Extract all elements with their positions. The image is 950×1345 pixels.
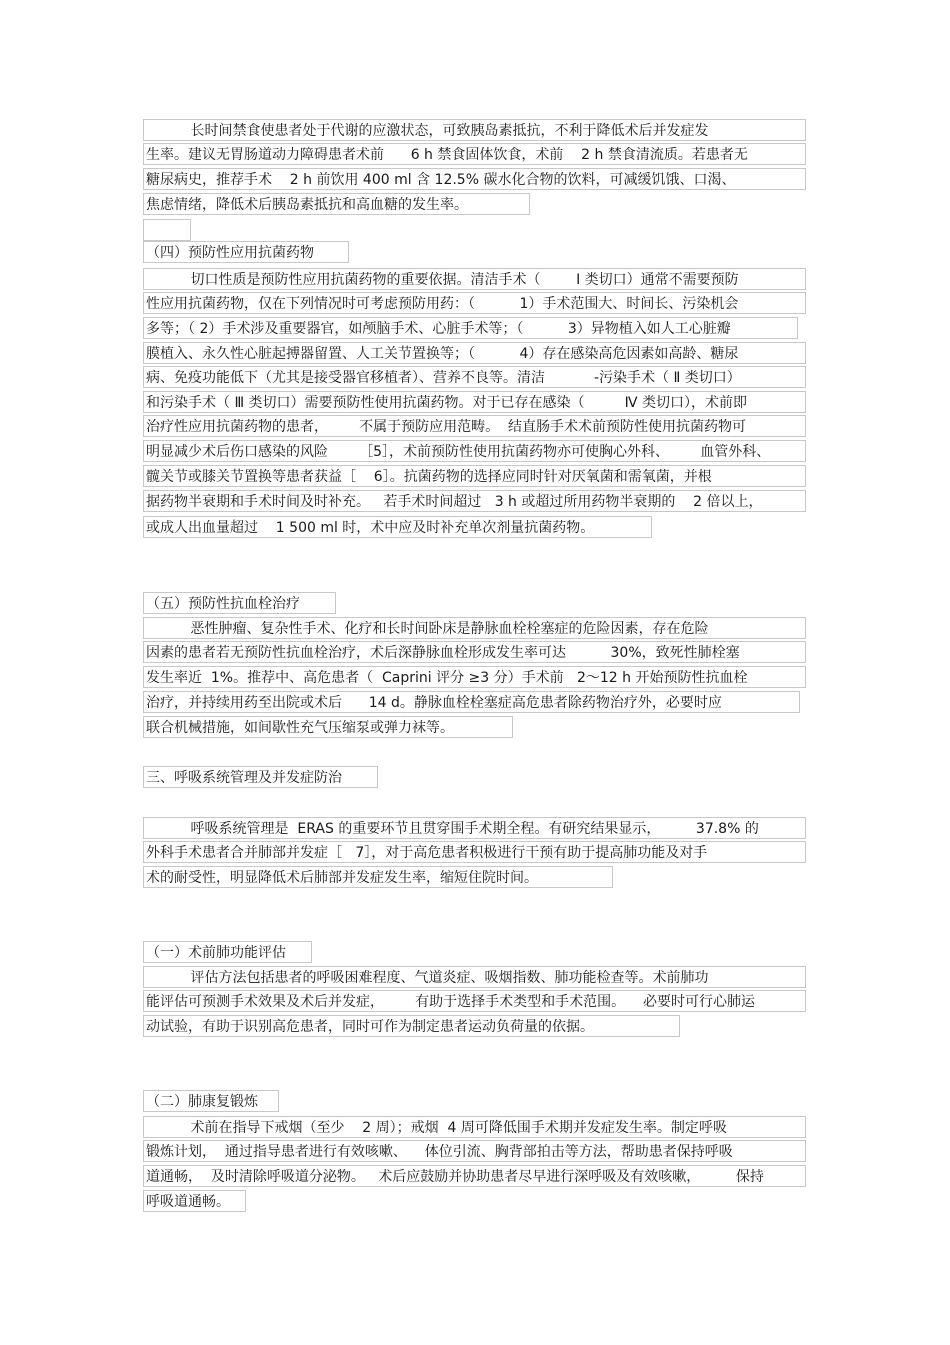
text-line: 据药物半衰期和手术时间及时补充。 若手术时间超过 3 h 或超过所用药物半衰期的 2 倍以上，: [143, 490, 806, 512]
section-heading: （二）肺康复锻炼: [143, 1090, 279, 1112]
text-line: 治疗，并持续用药至出院或术后 14 d。静脉血栓栓塞症高危患者除药物治疗外，必要时应: [143, 691, 800, 713]
text-line: 动试验，有助于识别高危患者，同时可作为制定患者运动负荷量的依据。: [143, 1015, 680, 1037]
text-line: 术前在指导下戒烟（至少 2 周）；戒烟 4 周可降低围手术期并发症发生率。制定呼吸: [143, 1116, 806, 1138]
text-line: 呼吸系统管理是 ERAS 的重要环节且贯穿围手术期全程。有研究结果显示， 37.8% 的: [143, 817, 806, 839]
text-line: 性应用抗菌药物，仅在下列情况时可考虑预防用药：（ 1）手术范围大、时间长、污染机会: [143, 292, 806, 314]
text-line: 发生率近 1%。推荐中、高危患者（ Caprini 评分 ≥3 分）手术前 2～12 h 开始预防性抗血栓: [143, 666, 806, 688]
text-line: 锻炼计划， 通过指导患者进行有效咳嗽、 体位引流、胸背部拍击等方法，帮助患者保持呼吸: [143, 1140, 806, 1162]
text-line: 长时间禁食使患者处于代谢的应激状态，可致胰岛素抵抗，不利于降低术后并发症发: [143, 119, 806, 141]
blank-line: [143, 219, 191, 241]
text-line: 和污染手术（ Ⅲ 类切口）需要预防性使用抗菌药物。对于已存在感染（ Ⅳ 类切口），术前即: [143, 391, 806, 413]
text-line: 明显减少术后伤口感染的风险 ［5］，术前预防性使用抗菌药物亦可使胸心外科、 血管外科、: [143, 440, 806, 462]
text-line: 多等；（ 2）手术涉及重要器官，如颅脑手术、心脏手术等；（ 3）异物植入如人工心脏瓣: [143, 317, 798, 339]
text-line: 恶性肿瘤、复杂性手术、化疗和长时间卧床是静脉血栓栓塞症的危险因素，存在危险: [143, 617, 806, 639]
text-line: 髋关节或膝关节置换等患者获益［ 6］。抗菌药物的选择应同时针对厌氧菌和需氧菌，并根: [143, 465, 806, 487]
text-line: 能评估可预测手术效果及术后并发症， 有助于选择手术类型和手术范围。 必要时可行心肺运: [143, 990, 806, 1012]
text-line: 病、免疫功能低下（尤其是接受器官移植者）、营养不良等。清洁 -污染手术（ Ⅱ 类切口）: [143, 366, 806, 388]
section-heading: （一）术前肺功能评估: [143, 941, 312, 963]
text-line: 道通畅， 及时清除呼吸道分泌物。 术后应鼓励并协助患者尽早进行深呼吸及有效咳嗽， 保持: [143, 1165, 806, 1187]
text-line: 治疗性应用抗菌药物的患者， 不属于预防应用范畴。 结直肠手术术前预防性使用抗菌药物可: [143, 415, 806, 437]
text-line: 因素的患者若无预防性抗血栓治疗，术后深静脉血栓形成发生率可达 30%，致死性肺栓塞: [143, 641, 806, 663]
text-line: 糖尿病史，推荐手术 2 h 前饮用 400 ml 含 12.5% 碳水化合物的饮料，可减缓饥饿、口渴、: [143, 168, 806, 190]
text-line: 生率。建议无胃肠道动力障碍患者术前 6 h 禁食固体饮食，术前 2 h 禁食清流质。若患者无: [143, 143, 806, 165]
text-line: 焦虑情绪，降低术后胰岛素抵抗和高血糖的发生率。: [143, 193, 530, 215]
section-heading: （五）预防性抗血栓治疗: [143, 592, 336, 614]
text-line: 联合机械措施，如间歇性充气压缩泵或弹力袜等。: [143, 716, 513, 738]
section-heading: （四）预防性应用抗菌药物: [143, 241, 349, 263]
section-heading: 三、呼吸系统管理及并发症防治: [143, 766, 378, 788]
text-line: 评估方法包括患者的呼吸困难程度、气道炎症、吸烟指数、肺功能检查等。术前肺功: [143, 966, 806, 988]
text-line: 膜植入、永久性心脏起搏器留置、人工关节置换等；（ 4）存在感染高危因素如高龄、糖尿: [143, 342, 806, 364]
text-line: 术的耐受性，明显降低术后肺部并发症发生率，缩短住院时间。: [143, 866, 613, 888]
text-line: 外科手术患者合并肺部并发症［ 7］，对于高危患者积极进行干预有助于提高肺功能及对手: [143, 841, 806, 863]
text-line: 呼吸道通畅。: [143, 1190, 246, 1212]
text-line: 或成人出血量超过 1 500 ml 时，术中应及时补充单次剂量抗菌药物。: [143, 516, 652, 538]
text-line: 切口性质是预防性应用抗菌药物的重要依据。清洁手术（ Ⅰ 类切口）通常不需要预防: [143, 268, 806, 290]
